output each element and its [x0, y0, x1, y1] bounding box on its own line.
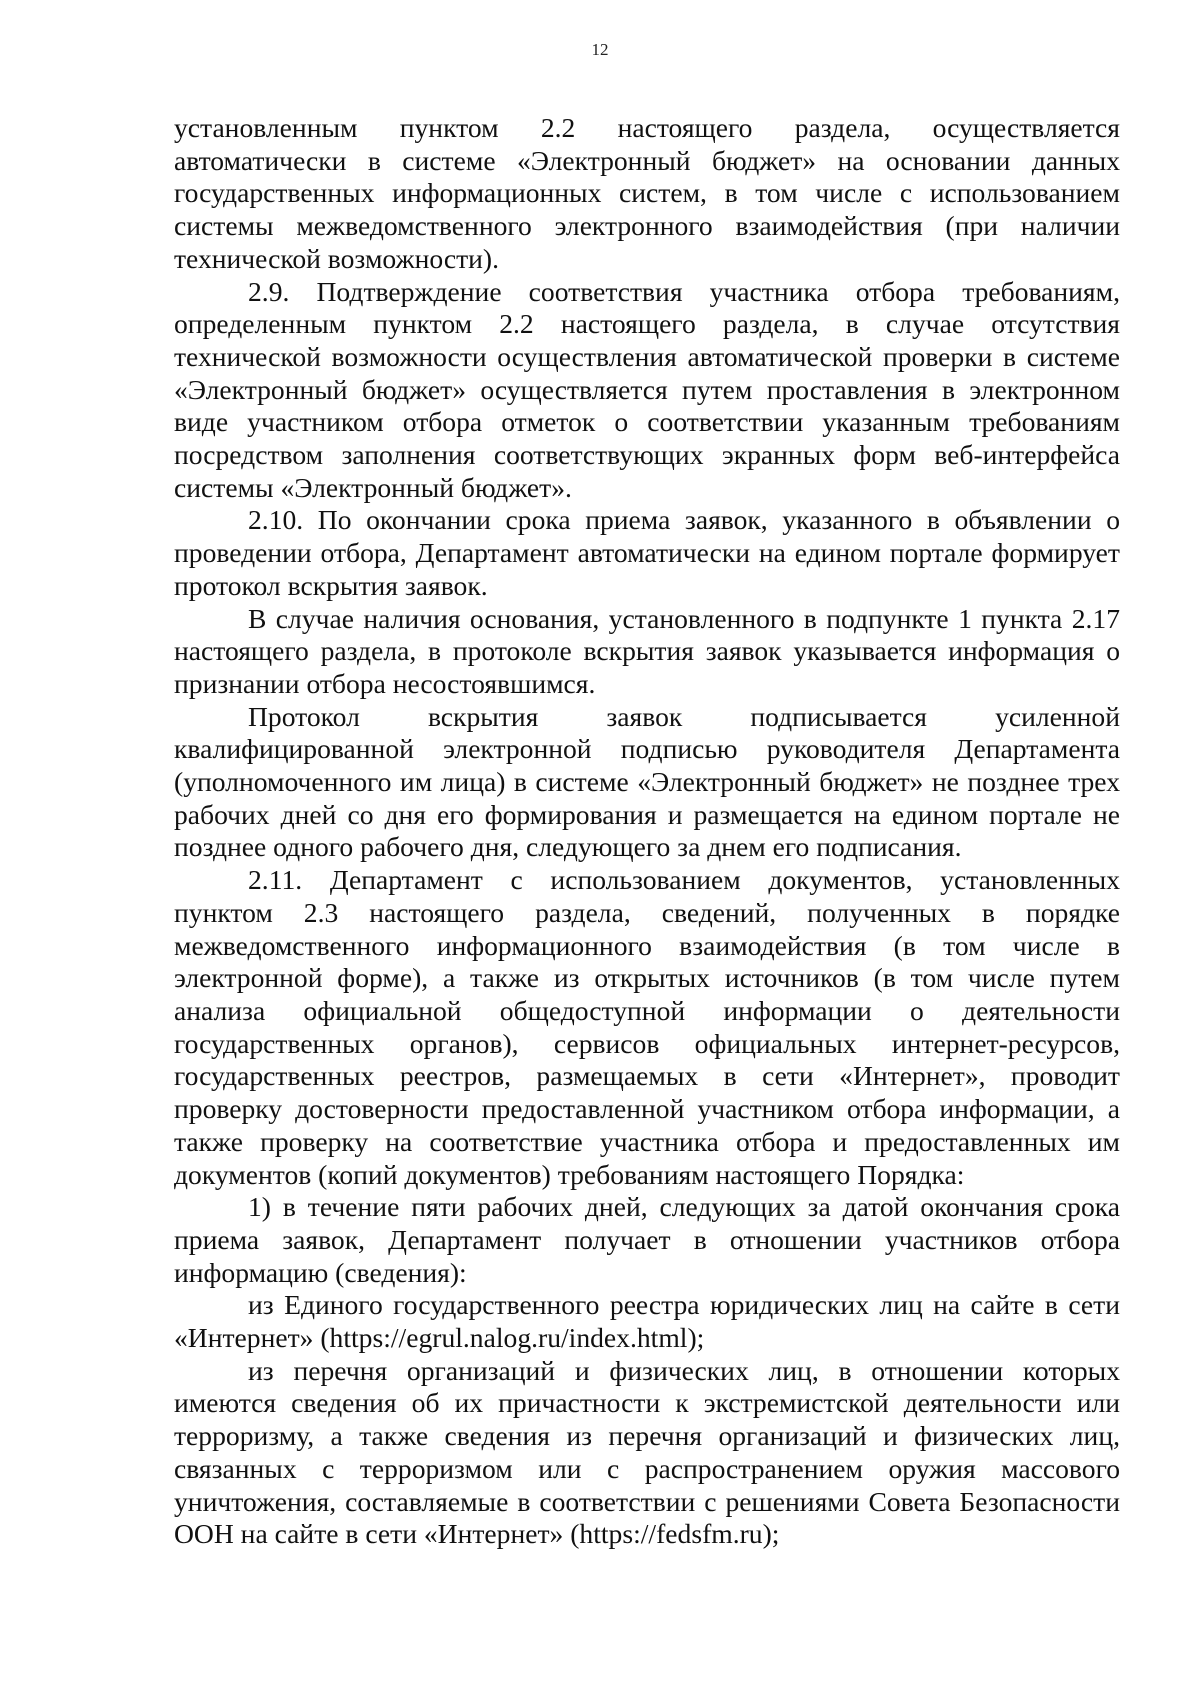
page-number: 12 — [591, 40, 609, 59]
paragraph-subitem-1: 1) в течение пяти рабочих дней, следующих за датой окончания срока приема заявок, Департамент получает в отношении участников отбора информацию (сведения): — [174, 1191, 1120, 1288]
paragraph-2-11: 2.11. Департамент с использованием документов, установленных пунктом 2.3 настоящего раздела, сведений, полученных в порядке межведомственного информационного взаимодействия (в том числе в электронной форме), а также из открытых источников (в том числе путем анализа официальной общедоступной информации о деятельности государственных органов), сервисов официальных интернет-ресурсов, государственных реестров, размещаемых в сети «Интернет», проводит проверку достоверности предоставленной участником отбора информации, а также проверку на соответствие участника отбора и предоставленных им документов (копий документов) требованиям настоящего Порядка: — [174, 864, 1120, 1190]
paragraph-egrul: из Единого государственного реестра юридических лиц на сайте в сети «Интернет» (https://egrul.nalog.ru/index.html); — [174, 1289, 1120, 1354]
paragraph-1: установленным пунктом 2.2 настоящего раздела, осуществляется автоматически в системе «Электронный бюджет» на основании данных государственных информационных систем, в том числе с использованием системы межведомственного электронного взаимодействия (при наличии технической возможности). — [174, 112, 1120, 274]
paragraph-fedsfm: из перечня организаций и физических лиц, в отношении которых имеются сведения об их причастности к экстремистской деятельности или терроризму, а также сведения из перечня организаций и физических лиц, связанных с терроризмом или с распространением оружия массового уничтожения, составляемые в соответствии с решениями Совета Безопасности ООН на сайте в сети «Интернет» (https://fedsfm.ru); — [174, 1354, 1120, 1550]
document-body — [174, 112, 1120, 1551]
paragraph-2-10-case: В случае наличия основания, установленного в подпункте 1 пункта 2.17 настоящего раздела, в протоколе вскрытия заявок указывается информация о признании отбора несостоявшимся. — [174, 602, 1120, 699]
paragraph-2-10: 2.10. По окончании срока приема заявок, указанного в объявлении о проведении отбора, Департамент автоматически на едином портале формирует протокол вскрытия заявок. — [174, 504, 1120, 601]
paragraph-2-9: 2.9. Подтверждение соответствия участника отбора требованиям, определенным пунктом 2.2 настоящего раздела, в случае отсутствия технической возможности осуществления автоматической проверки в системе «Электронный бюджет» осуществляется путем проставления в электронном виде участником отбора отметок о соответствии указанным требованиям посредством заполнения соответствующих экранных форм веб-интерфейса системы «Электронный бюджет». — [174, 275, 1120, 503]
paragraph-protocol-signing: Протокол вскрытия заявок подписывается усиленной квалифицированной электронной подписью руководителя Департамента (уполномоченного им лица) в системе «Электронный бюджет» не позднее трех рабочих дней со дня его формирования и размещается на едином портале не позднее одного рабочего дня, следующего за днем его подписания. — [174, 700, 1120, 863]
